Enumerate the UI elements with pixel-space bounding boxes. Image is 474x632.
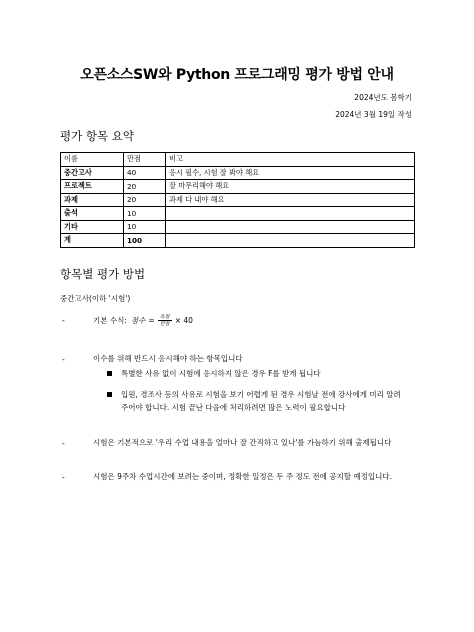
- table-header-row: [61, 153, 415, 167]
- midterm-label: 중간고사(이하 '시험'): [60, 294, 131, 303]
- dash-marker: -: [62, 439, 65, 448]
- column-header: 만점: [124, 153, 166, 167]
- row-name: 계: [61, 234, 124, 248]
- row-score: 10: [124, 207, 166, 221]
- formula-numerator: 득점: [159, 314, 170, 320]
- sub-bullet-text: 주어야 합니다. 시험 끝난 다음에 처리하려면 많은 노력이 필요합니다: [121, 403, 346, 412]
- row-name: 프로젝트: [61, 180, 124, 194]
- square-bullet-icon: [107, 371, 112, 376]
- formula-prefix: 기본 수식:: [93, 316, 127, 325]
- row-note: 잘 마무리해야 해요: [166, 180, 415, 194]
- row-note: [166, 207, 415, 221]
- dash-marker: -: [62, 355, 65, 364]
- sub-bullet-text: 특별한 사유 없이 시험에 응시하지 않은 경우 F를 받게 됩니다: [121, 369, 321, 378]
- row-score: 40: [124, 166, 166, 180]
- column-header: 비고: [166, 153, 415, 167]
- row-name: 출석: [61, 207, 124, 221]
- row-note: 응시 필수, 시험 잘 봐야 해요: [166, 166, 415, 180]
- table-row: [61, 193, 415, 207]
- semester-text: 2024년도 봄학기: [354, 93, 412, 102]
- table-row: [61, 207, 415, 221]
- formula-denominator: 만점: [159, 321, 170, 327]
- summary-table: [60, 152, 415, 248]
- bullet-text: 이수를 위해 반드시 응시해야 하는 항목입니다: [93, 354, 243, 363]
- row-score: 20: [124, 193, 166, 207]
- formula-lhs: 점수: [130, 316, 146, 325]
- table-total-row: [61, 234, 415, 248]
- row-score: 10: [124, 220, 166, 234]
- bullet-text: 시험은 9주차 수업시간에 보려는 중이며, 정확한 일정은 두 주 정도 전에 공지할 예정입니다.: [93, 472, 392, 481]
- dash-marker: -: [62, 316, 65, 325]
- sub-bullet-text: 입원, 경조사 등의 사유로 시험을 보기 어렵게 된 경우 시험날 전에 강사에게 미리 알려: [121, 390, 401, 399]
- bullet-text: 시험은 기본적으로 '우리 수업 내용을 얼마나 잘 간직하고 있나'를 가늠하기 위해 출제됩니다: [93, 438, 392, 447]
- row-note: [166, 220, 415, 234]
- dash-marker: -: [62, 473, 65, 482]
- row-name: 중간고사: [61, 166, 124, 180]
- row-score: 20: [124, 180, 166, 194]
- row-name: 기타: [61, 220, 124, 234]
- table-row: [61, 220, 415, 234]
- square-bullet-icon: [107, 392, 112, 397]
- detail-heading: 항목별 평가 방법: [60, 267, 146, 281]
- column-header: 이름: [61, 153, 124, 167]
- formula-rest: × 40: [174, 316, 193, 325]
- table-row: [61, 166, 415, 180]
- document-title: 오픈소스SW와 Python 프로그래밍 평가 방법 안내: [80, 67, 394, 83]
- row-note: [166, 234, 415, 248]
- row-score: 100: [124, 234, 166, 248]
- formula-eq: =: [148, 316, 155, 325]
- summary-heading: 평가 항목 요약: [60, 129, 134, 143]
- row-name: 과제: [61, 193, 124, 207]
- formula-fraction: [158, 314, 172, 327]
- table-row: [61, 180, 415, 194]
- row-note: 과제 다 내야 해요: [166, 193, 415, 207]
- written-date: 2024년 3월 19일 작성: [335, 110, 412, 119]
- formula: [93, 314, 193, 327]
